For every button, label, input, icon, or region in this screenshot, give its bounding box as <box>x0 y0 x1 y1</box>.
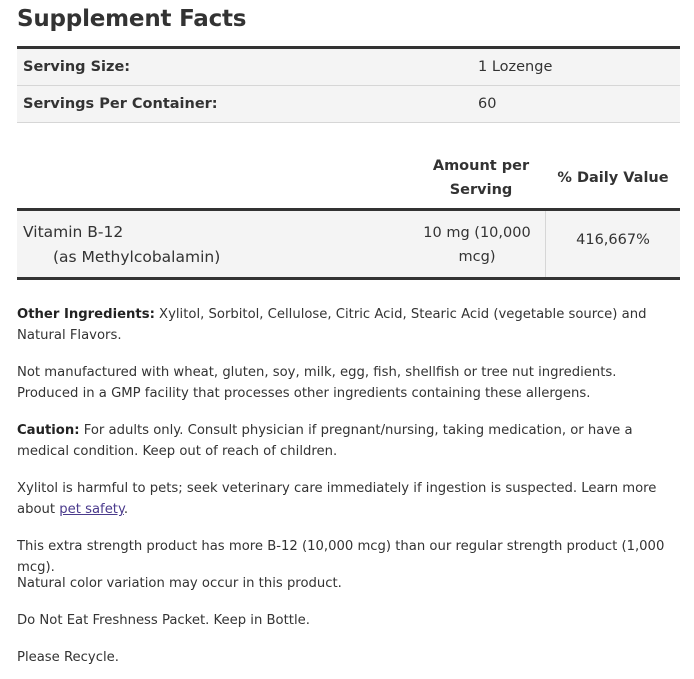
other-ingredients-label: Other Ingredients: <box>17 307 155 322</box>
serving-size-row <box>17 49 680 86</box>
recycle-note: Please Recycle. <box>17 650 119 665</box>
xylitol-end: . <box>123 502 129 517</box>
nutrient-source: (as Methylcobalamin) <box>53 248 221 266</box>
amount-line2: mcg) <box>458 249 496 265</box>
daily-value-header: % Daily Value <box>557 170 669 186</box>
servings-per-container-row <box>17 86 680 123</box>
nutrient-name <box>23 220 220 270</box>
page-title: Supplement Facts <box>17 6 247 32</box>
caution-statement <box>17 420 677 462</box>
servings-per-container-value: 60 <box>478 96 497 112</box>
amount-header-line1: Amount per <box>432 158 530 174</box>
table-row <box>17 211 680 277</box>
allergen-statement: Not manufactured with wheat, gluten, soy, milk, egg, fish, shellfish or tree nut ingredients. Produced in a GMP facility that processes other ingredients containing these allergens. <box>17 365 617 401</box>
freshness-packet-note: Do Not Eat Freshness Packet. Keep in Bottle. <box>17 613 310 628</box>
strength-note: This extra strength product has more B-12 (10,000 mcg) than our regular strength product (1,000 mcg). <box>17 539 665 575</box>
amount-per-serving-header <box>418 154 544 202</box>
amount-line1: 10 mg (10,000 <box>423 225 531 241</box>
nutrient-title: Vitamin B-12 <box>23 223 124 241</box>
column-divider <box>545 211 546 277</box>
xylitol-warning <box>17 478 677 520</box>
other-ingredients <box>17 304 677 346</box>
serving-size-value: 1 Lozenge <box>478 59 553 75</box>
servings-per-container-label: Servings Per Container: <box>23 96 218 112</box>
xylitol-text: Xylitol is harmful to pets; seek veterinary care immediately if ingestion is suspected. Learn more about <box>17 481 657 517</box>
caution-label: Caution: <box>17 423 80 438</box>
color-variation-note: Natural color variation may occur in this product. <box>17 576 342 591</box>
caution-text: For adults only. Consult physician if pregnant/nursing, taking medication, or have a medical condition. Keep out of reach of children. <box>17 423 633 459</box>
serving-size-label: Serving Size: <box>23 59 131 75</box>
nutrient-daily-value: 416,667% <box>576 232 650 248</box>
pet-safety-link[interactable]: pet safety <box>59 502 124 517</box>
amount-header-line2: Serving <box>449 182 513 198</box>
nutrient-amount <box>422 221 532 269</box>
table-bottom-divider <box>17 277 680 280</box>
other-ingredients-text: Xylitol, Sorbitol, Cellulose, Citric Acid, Stearic Acid (vegetable source) and Natural Flavors. <box>17 307 647 343</box>
